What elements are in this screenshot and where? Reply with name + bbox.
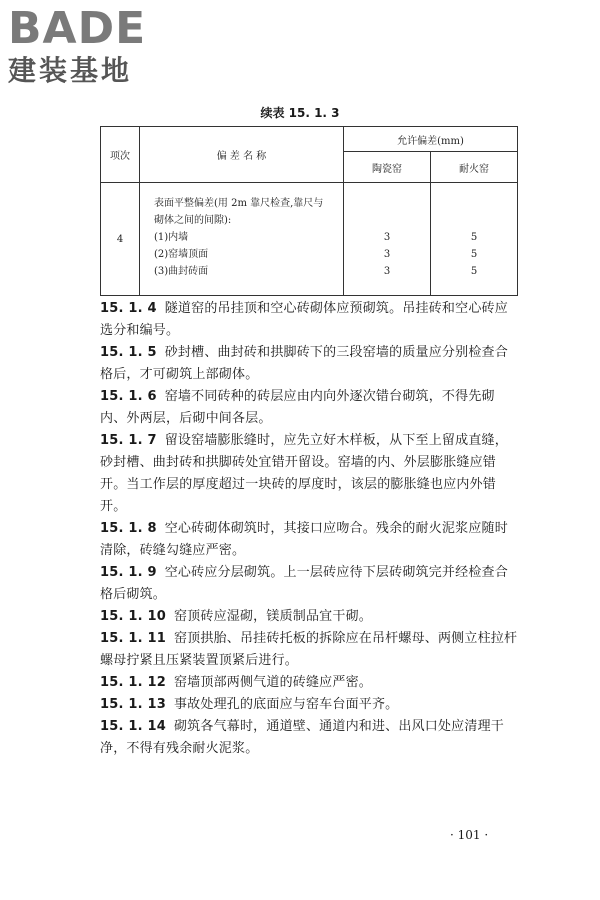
- header-index: 项次: [101, 127, 140, 183]
- clause-number: 15. 1. 4: [100, 301, 157, 316]
- clause-number: 15. 1. 11: [100, 631, 166, 646]
- header-ceramic-kiln: 陶瓷窑: [344, 152, 431, 183]
- refractory-value: 5: [470, 232, 478, 243]
- clause-number: 15. 1. 13: [100, 697, 166, 712]
- clause-number: 15. 1. 9: [100, 565, 157, 580]
- clause-text: 事故处理孔的底面应与窑车台面平齐。: [173, 697, 399, 712]
- clause-text: 窑墙不同砖种的砖层应由内向外逐次错台砌筑，不得先砌内、外两层，后砌中间各层。: [100, 389, 495, 426]
- header-name: 偏 差 名 称: [140, 127, 344, 183]
- table-caption: 续表 15. 1. 3: [260, 106, 340, 120]
- header-refractory-kiln: 耐火窑: [431, 152, 518, 183]
- clause-15-1-8: [100, 518, 518, 562]
- clause-text: 空心砖应分层砌筑。上一层砖应待下层砖砌筑完并经检查合格后砌筑。: [100, 565, 508, 602]
- logo-text-en: BADE: [8, 3, 147, 54]
- clause-15-1-7: [100, 430, 518, 518]
- clause-15-1-9: [100, 562, 518, 606]
- row-item-label: (1)内墙: [154, 232, 189, 243]
- clause-number: 15. 1. 10: [100, 609, 166, 624]
- row-name-line: 表面平整偏差(用 2m 靠尺检查,靠尺与: [154, 198, 324, 209]
- ceramic-value: 3: [383, 266, 391, 277]
- ceramic-value: 3: [383, 249, 391, 260]
- row-name: [140, 183, 344, 296]
- table-header-row: [101, 127, 518, 152]
- clause-text: 隧道窑的吊挂顶和空心砖砌体应预砌筑。吊挂砖和空心砖应选分和编号。: [100, 301, 508, 338]
- clause-15-1-11: [100, 628, 518, 672]
- clause-text: 窑顶拱胎、吊挂砖托板的拆除应在吊杆螺母、两侧立柱拉杆螺母拧紧且压紧装置顶紧后进行。: [100, 631, 518, 668]
- logo-text-cn: 建装基地: [8, 54, 133, 87]
- clause-15-1-6: [100, 386, 518, 430]
- page-number: · 101 ·: [450, 828, 489, 842]
- ceramic-value: 3: [383, 232, 391, 243]
- refractory-value: 5: [470, 266, 478, 277]
- clause-15-1-13: [100, 694, 518, 716]
- clause-text: 砌筑各气幕时，通道壁、通道内和进、出风口处应清理干净，不得有残余耐火泥浆。: [100, 719, 504, 756]
- clause-text: 留设窑墙膨胀缝时，应先立好木样板，从下至上留成直缝，砂封槽、曲封砖和拱脚砖处宜错开留设。窑墙的内、外层膨胀缝应错开。当工作层的厚度超过一块砖的厚度时，该层的膨胀缝也应内外错开。: [100, 433, 508, 514]
- row-ceramic-values: [344, 183, 431, 296]
- table-row: [101, 183, 518, 296]
- row-name-line: 砌体之间的间隙):: [154, 215, 232, 226]
- clause-15-1-4: [100, 298, 518, 342]
- clause-number: 15. 1. 12: [100, 675, 166, 690]
- clause-number: 15. 1. 6: [100, 389, 157, 404]
- clause-text: 空心砖砌体砌筑时，其接口应吻合。残余的耐火泥浆应随时清除，砖缝勾缝应严密。: [100, 521, 508, 558]
- clause-15-1-5: [100, 342, 518, 386]
- row-index: 4: [101, 183, 140, 296]
- clause-15-1-10: [100, 606, 518, 628]
- clause-number: 15. 1. 14: [100, 719, 166, 734]
- refractory-value: 5: [470, 249, 478, 260]
- clause-number: 15. 1. 8: [100, 521, 157, 536]
- clause-list: [100, 298, 518, 760]
- clause-text: 窑顶砖应湿砌，镁质制品宜干砌。: [173, 609, 372, 624]
- clause-number: 15. 1. 5: [100, 345, 157, 360]
- header-allowance: 允许偏差(mm): [344, 127, 518, 152]
- clause-text: 砂封槽、曲封砖和拱脚砖下的三段窑墙的质量应分别检查合格后，才可砌筑上部砌体。: [100, 345, 508, 382]
- clause-15-1-12: [100, 672, 518, 694]
- row-item-label: (2)窑墙顶面: [154, 249, 209, 260]
- tolerance-table: [100, 126, 518, 296]
- row-item-label: (3)曲封砖面: [154, 266, 209, 277]
- clause-text: 窑墙顶部两侧气道的砖缝应严密。: [173, 675, 372, 690]
- row-refractory-values: [431, 183, 518, 296]
- clause-number: 15. 1. 7: [100, 433, 157, 448]
- logo: [8, 3, 178, 88]
- clause-15-1-14: [100, 716, 518, 760]
